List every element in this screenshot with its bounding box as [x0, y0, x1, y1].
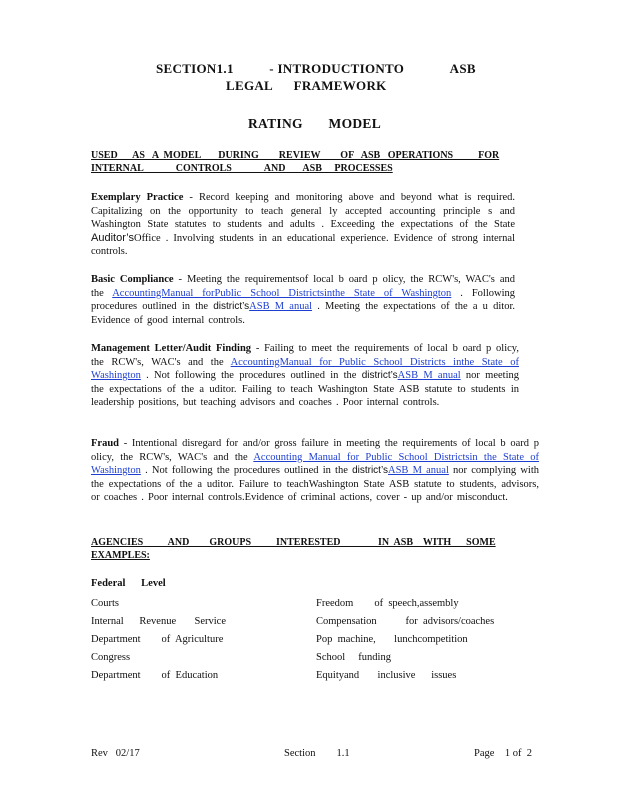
management-text-1: - Failing to meet the requirements of local b oard p olicy, the RCW's, WAC's and the: [91, 343, 519, 368]
basic-compliance-paragraph: [91, 273, 515, 327]
footer-page-number: Page 1 of 2: [474, 748, 533, 759]
auditor-term: Auditor’s: [91, 231, 135, 244]
district-term: district’s: [361, 370, 398, 382]
asb-manual-link[interactable]: ASB M anual: [397, 370, 461, 382]
interest-item: Pop machine, lunchcompetition: [316, 634, 468, 645]
exemplary-text-2: Office . Involving students in an educational experience. Evidence of strong internal controls.: [91, 232, 515, 258]
interest-item: Freedom of speech,assembly: [316, 598, 459, 609]
footer-section: Section 1.1: [284, 748, 350, 759]
management-letter-paragraph: [91, 342, 519, 410]
basic-text-1: - Meeting the requirementsof local b oard p olicy, the RCW's, WAC's and the: [91, 274, 515, 299]
fraud-paragraph: [91, 437, 539, 505]
section-title-line1: SECTION1.1 - INTRODUCTIONTO ASB: [156, 61, 476, 76]
fraud-term: Fraud: [91, 438, 120, 449]
agency-item: Department of Education: [91, 670, 219, 681]
fraud-text-3: nor complying with the expectations of the a uditor. Failure to teachWashington State ASB statute to students, advisors, or coaches . Poor internal controls.Evidence of criminal actions, cover - up and/or misconduct.: [91, 465, 540, 504]
exemplary-term: Exemplary Practice: [91, 192, 184, 203]
agencies-heading-line2: EXAMPLES:: [91, 550, 150, 561]
agency-item: Department of Agriculture: [91, 634, 224, 645]
federal-level-heading: Federal Level: [91, 578, 166, 589]
district-term: district’s: [352, 465, 388, 477]
fraud-text-1: - Intentional disregard for and/or gross failure in meeting the requirements of local b oard p olicy, the RCW's, WAC's and the: [91, 438, 539, 463]
model-heading-line1: USED AS A MODEL DURING REVIEW OF ASB OPERATIONS FOR: [91, 150, 500, 161]
accounting-manual-link[interactable]: AccountingManual forPublic School Districtsinthe State of Washington: [112, 287, 452, 299]
basic-compliance-term: Basic Compliance: [91, 274, 174, 285]
agency-item: Courts: [91, 598, 120, 609]
exemplary-text-1: - Record keeping and monitoring above and beyond what is required. Capitalizing on the opportunity to teach general ly accepted accounting principle s and Washington State statutes to students and adults . Exceeding the expectations of the State: [91, 192, 516, 231]
interest-item: School funding: [316, 652, 391, 663]
rating-model-heading: RATING MODEL: [248, 116, 382, 131]
exemplary-paragraph: [91, 191, 515, 259]
fraud-text-2: . Not following the procedures outlined in the: [140, 465, 353, 477]
agency-item: Congress: [91, 652, 131, 663]
management-text-2: . Not following the procedures outlined in the: [140, 370, 362, 382]
agencies-heading-line1: AGENCIES AND GROUPS INTERESTED IN ASB WITH SOME: [91, 537, 496, 548]
accounting-manual-link[interactable]: Accounting Manual for Public School Districtsin the State of Washington: [91, 451, 539, 477]
interest-list: [316, 595, 494, 685]
agency-list: [91, 595, 226, 685]
interest-item: Compensation for advisors/coaches: [316, 616, 495, 627]
basic-text-2: . Following procedures outlined in the: [91, 287, 516, 313]
asb-manual-link[interactable]: ASB M anual: [388, 465, 449, 477]
district-term: district’s: [213, 301, 250, 313]
basic-text-3: . Meeting the expectations of the a u ditor. Evidence of good internal controls.: [91, 301, 515, 326]
asb-manual-link[interactable]: ASB M anual: [249, 301, 313, 313]
management-letter-term: Management Letter/Audit Finding: [91, 343, 252, 354]
agency-item: Internal Revenue Service: [91, 616, 226, 627]
management-text-3: nor meeting the expectations of the a uditor. Failing to teach Washington State ASB statute to students in leadership positions, but teaching advisors and coaches . Poor internal controls.: [91, 370, 519, 409]
section-title-line2: LEGAL FRAMEWORK: [226, 78, 387, 93]
model-heading-line2: INTERNAL CONTROLS AND ASB PROCESSES: [91, 163, 393, 174]
accounting-manual-link[interactable]: AccountingManual for Public School Districts inthe State of Washington: [91, 356, 520, 382]
interest-item: Equityand inclusive issues: [316, 670, 457, 681]
footer-revision: Rev 02/17: [91, 748, 140, 759]
